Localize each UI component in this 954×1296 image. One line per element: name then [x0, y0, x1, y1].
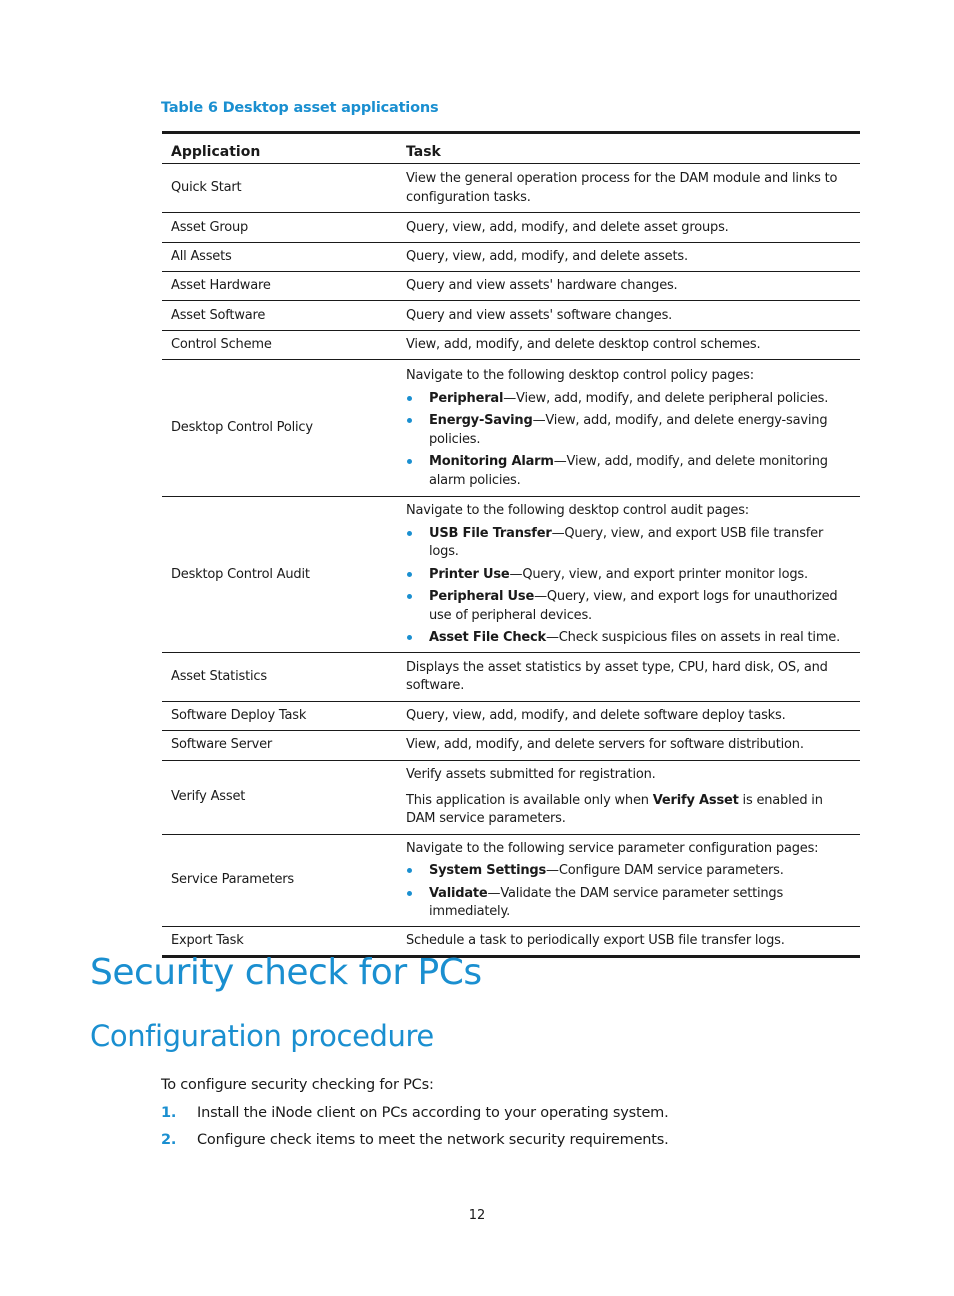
bullet-term: Asset File Check: [429, 630, 546, 645]
application-cell: Quick Start: [162, 164, 397, 213]
task-intro: Navigate to the following desktop control policy pages:: [406, 368, 754, 383]
step-text: Install the iNode client on PCs according to your operating system.: [197, 1105, 669, 1121]
bullet-icon: [407, 594, 412, 599]
bullet-term: Validate: [429, 885, 488, 901]
bullet-item: [406, 862, 854, 881]
bullet-text: —Query, view, and export logs for unauthorized use of peripheral devices.: [429, 589, 838, 623]
bullet-term: Peripheral Use: [429, 589, 535, 604]
task-cell: [397, 760, 860, 834]
bullet-text: —View, add, modify, and delete peripheral policies.: [503, 390, 829, 406]
task-intro: Navigate to the following service parameter configuration pages:: [406, 840, 819, 856]
application-cell: Verify Asset: [162, 760, 397, 834]
bullet-text: —View, add, modify, and delete monitoring alarm policies.: [429, 454, 828, 488]
application-cell: Asset Hardware: [162, 272, 397, 301]
bullet-term: System Settings: [429, 863, 547, 878]
table-caption: Table 6 Desktop asset applications: [161, 100, 439, 116]
task-cell: View, add, modify, and delete servers for software distribution.: [397, 730, 860, 760]
bullet-term: USB File Transfer: [429, 525, 552, 541]
task-cell: Displays the asset statistics by asset type, CPU, hard disk, OS, and software.: [397, 652, 860, 701]
column-header-application: Application: [162, 133, 397, 164]
bullet-text: —Configure DAM service parameters.: [546, 863, 784, 878]
table-row: [162, 301, 860, 331]
application-cell: Service Parameters: [162, 834, 397, 926]
bullet-icon: [407, 418, 412, 423]
bullet-term: Peripheral: [429, 390, 504, 406]
task-intro: Navigate to the following desktop control audit pages:: [406, 503, 749, 518]
bullet-item: [406, 453, 854, 490]
table-row: [162, 331, 860, 360]
task-cell: [397, 834, 860, 926]
bullet-text: —Validate the DAM service parameter settings immediately.: [429, 885, 784, 919]
application-cell: Export Task: [162, 926, 397, 956]
task-cell: Query and view assets' software changes.: [397, 301, 860, 331]
task-cell: Query, view, add, modify, and delete software deploy tasks.: [397, 701, 860, 730]
step-number: 1.: [161, 1105, 177, 1121]
task-cell: Query, view, add, modify, and delete assets.: [397, 243, 860, 272]
task-cell: [397, 497, 860, 653]
page-number: 12: [468, 1208, 486, 1223]
table-row: [162, 213, 860, 243]
task-cell: Query and view assets' hardware changes.: [397, 272, 860, 301]
bullet-list: [406, 525, 854, 648]
bullet-icon: [407, 635, 412, 640]
bullet-icon: [407, 459, 412, 464]
task-paragraph: [406, 792, 854, 829]
application-cell: Asset Group: [162, 213, 397, 243]
table-row: [162, 360, 860, 497]
bullet-icon: [407, 868, 412, 873]
bullet-text: —Query, view, and export printer monitor logs.: [509, 566, 808, 582]
bullet-item: [406, 390, 854, 409]
bullet-icon: [407, 396, 412, 401]
bullet-item: [406, 525, 854, 562]
bullet-item: [406, 885, 854, 922]
bullet-item: [406, 566, 854, 585]
table-row: [162, 164, 860, 213]
table-row: [162, 730, 860, 760]
procedure-intro: To configure security checking for PCs:: [161, 1077, 434, 1093]
bullet-icon: [407, 572, 412, 577]
task-text: This application is available only when: [406, 792, 653, 808]
task-cell: Query, view, add, modify, and delete asset groups.: [397, 213, 860, 243]
bullet-item: [406, 629, 854, 648]
table-header-row: [162, 133, 860, 164]
table-row: [162, 497, 860, 653]
table-row: [162, 652, 860, 701]
task-cell: [397, 360, 860, 497]
bullet-term: Printer Use: [429, 566, 510, 582]
table-row: [162, 272, 860, 301]
desktop-asset-applications-table: [162, 131, 860, 958]
task-cell: View, add, modify, and delete desktop control schemes.: [397, 331, 860, 360]
bullet-item: [406, 412, 854, 449]
task-cell: View the general operation process for the DAM module and links to configuration tasks.: [397, 164, 860, 213]
bullet-text: —View, add, modify, and delete energy-saving policies.: [429, 413, 828, 447]
task-paragraph: Verify assets submitted for registration.: [406, 767, 656, 783]
subsection-heading: Configuration procedure: [90, 1019, 434, 1053]
column-header-task: Task: [397, 133, 860, 164]
bullet-term: Energy-Saving: [429, 413, 533, 428]
application-cell: Asset Software: [162, 301, 397, 331]
task-bold-term: Verify Asset: [652, 792, 739, 808]
task-text: is enabled in DAM service parameters.: [406, 792, 823, 827]
section-heading: Security check for PCs: [90, 952, 482, 993]
bullet-term: Monitoring Alarm: [429, 454, 554, 469]
application-cell: Desktop Control Policy: [162, 360, 397, 497]
application-cell: Control Scheme: [162, 331, 397, 360]
bullet-icon: [407, 891, 412, 896]
bullet-list: [406, 862, 854, 922]
bullet-list: [406, 390, 854, 491]
task-cell: Schedule a task to periodically export USB file transfer logs.: [397, 926, 860, 956]
step-text: Configure check items to meet the network security requirements.: [197, 1132, 669, 1148]
application-cell: Asset Statistics: [162, 652, 397, 701]
bullet-icon: [407, 531, 412, 536]
application-cell: Desktop Control Audit: [162, 497, 397, 653]
table-row: [162, 701, 860, 730]
bullet-text: —Check suspicious files on assets in real time.: [546, 630, 841, 645]
table-row: [162, 760, 860, 834]
bullet-item: [406, 588, 854, 625]
application-cell: All Assets: [162, 243, 397, 272]
table-row: [162, 243, 860, 272]
bullet-text: —Query, view, and export USB file transfer logs.: [429, 525, 824, 559]
step-number: 2.: [161, 1132, 177, 1148]
table-row: [162, 834, 860, 926]
application-cell: Software Deploy Task: [162, 701, 397, 730]
application-cell: Software Server: [162, 730, 397, 760]
